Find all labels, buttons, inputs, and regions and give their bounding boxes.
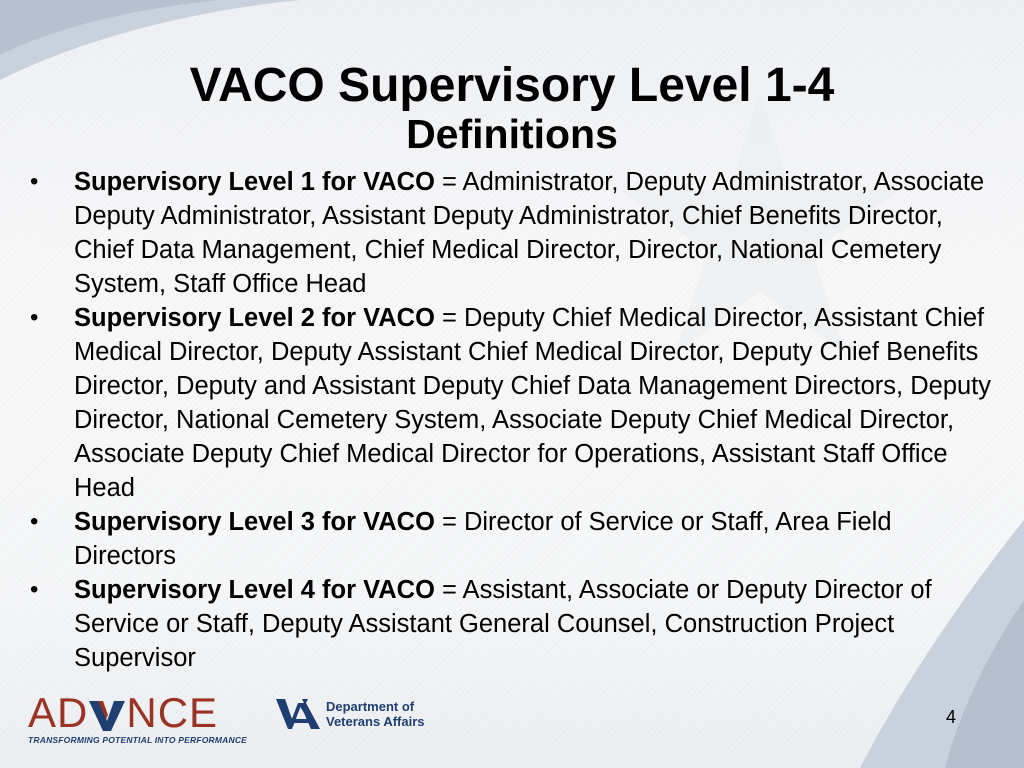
bullet-term: Supervisory Level 4 for VACO xyxy=(74,576,435,604)
advance-letters-before: AD xyxy=(28,689,89,736)
advance-tagline: TRANSFORMING POTENTIAL INTO PERFORMANCE xyxy=(28,735,248,745)
bullet-definition: = Administrator, Deputy Administrator, Associate Deputy Administrator, Assistant Deputy Administrator, Chief Benefits Director, Chief Data Management, Chief Medical Director, Director, National Cemetery System, Staff Office Head xyxy=(74,168,985,298)
bullet-point-icon: • xyxy=(30,576,39,603)
advance-logo xyxy=(28,689,248,745)
va-line-2: Veterans Affairs xyxy=(326,714,425,729)
bullet-point-icon: • xyxy=(30,168,39,195)
slide-title: VACO Supervisory Level 1-4 xyxy=(189,59,835,112)
bullet-term: Supervisory Level 1 for VACO xyxy=(74,168,435,196)
advance-v-mark-icon xyxy=(89,697,125,733)
bullet-definition: = Assistant, Associate or Deputy Director of Service or Staff, Deputy Assistant General Counsel, Construction Project Supervisor xyxy=(74,576,932,672)
bullet-term: Supervisory Level 3 for VACO xyxy=(74,508,435,536)
va-line-1: Department of xyxy=(326,699,415,714)
bullet-definition: = Director of Service or Staff, Area Field Directors xyxy=(74,508,892,570)
bullet-term: Supervisory Level 2 for VACO xyxy=(74,304,435,332)
bullet-item-level-1 xyxy=(30,165,1000,301)
bullet-item-level-4 xyxy=(30,573,1000,675)
bullet-list xyxy=(30,165,1000,675)
bullet-definition: = Deputy Chief Medical Director, Assistant Chief Medical Director, Deputy Assistant Chief Medical Director, Deputy Chief Benefits Director, Deputy and Assistant Deputy Chief Data Management Directors, Deputy Director, National Cemetery System, Associate Deputy Chief Medical Director, Associate Deputy Chief Medical Director for Operations, Assistant Staff Office Head xyxy=(74,304,992,502)
page-number: 4 xyxy=(946,707,957,727)
advance-letters-after: NCE xyxy=(126,689,219,736)
va-logo xyxy=(276,697,425,731)
bullet-point-icon: • xyxy=(30,304,39,331)
bullet-item-level-2 xyxy=(30,301,1000,505)
bullet-item-level-3 xyxy=(30,505,1000,573)
va-seal-icon xyxy=(276,697,320,731)
bullet-point-icon: • xyxy=(30,508,39,535)
slide-subtitle: Definitions xyxy=(406,111,618,157)
advance-wordmark xyxy=(28,689,248,736)
va-wordmark xyxy=(326,699,425,729)
